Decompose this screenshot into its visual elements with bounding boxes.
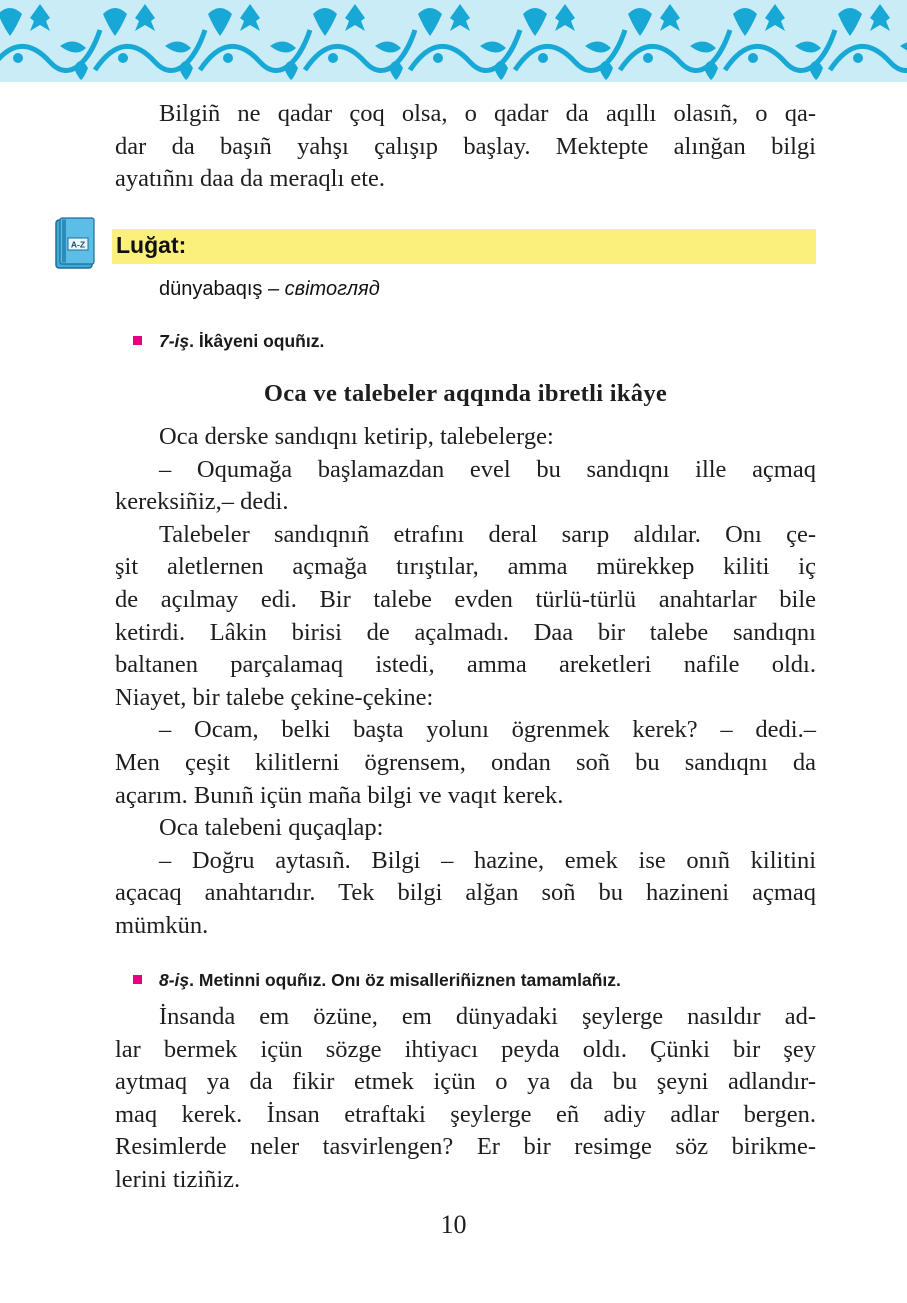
text-line: açacaq anahtarıdır. Tek bilgi alğan soñ bu hazineni açmaq xyxy=(115,879,816,907)
vocabulary-title: Luğat: xyxy=(116,232,187,258)
ornamental-border xyxy=(0,0,907,82)
text-line: ayatıñnı daa da meraqlı ete. xyxy=(115,165,386,193)
text-line: mümkün. xyxy=(115,911,209,939)
text-line: – Ocam, belki başta yolunı ögrenmek kerek? – dedi.– xyxy=(159,716,816,744)
task-7 xyxy=(133,331,324,352)
text-line: – Doğru aytasıñ. Bilgi – hazine, emek ise onıñ kilitini xyxy=(159,846,816,874)
text-line: ketirdi. Lâkin birisi de açalmadı. Daa bir talebe sandıqnı xyxy=(115,618,816,646)
text-line: şit aletlernen açmağa tırıştılar, amma mürekkep kiliti iç xyxy=(115,553,816,581)
bullet-square-icon xyxy=(133,336,142,345)
vocabulary-entry xyxy=(159,278,380,301)
text-line: Men çeşit kilitlerni ögrensem, ondan soñ bu sandıqnı da xyxy=(115,748,816,776)
task-7-text: . İkâyeni oquñız. xyxy=(189,331,325,351)
text-line: İnsanda em özüne, em dünyadaki şeylerge nasıldır ad- xyxy=(159,1003,816,1030)
intro-paragraph xyxy=(115,98,816,196)
task-8-text: . Metinni oquñız. Onı öz misalleriñiznen tamamlañız. xyxy=(189,970,621,990)
task-7-number: 7-iş xyxy=(159,331,190,351)
dictionary-book-icon xyxy=(55,216,95,270)
text-line: lar bermek içün sözge ihtiyacı peyda oldı. Çünki bir şey xyxy=(115,1035,816,1063)
vocabulary-translation: світогляд xyxy=(284,278,380,300)
vocabulary-word: dünyabaqış – xyxy=(159,278,280,300)
text-line: Oca derske sandıqnı ketirip, talebelerge: xyxy=(159,423,554,450)
task-8-paragraph xyxy=(115,1001,816,1197)
text-line: Resimlerde neler tasvirlengen? Er bir resimge söz birikme- xyxy=(115,1133,816,1161)
text-line: açarım. Bunıñ içün maña bilgi ve vaqıt kerek. xyxy=(115,781,564,809)
text-line: aytmaq ya da fikir etmek içün o ya da bu şeyni adlandır- xyxy=(115,1068,816,1096)
text-line: dar da başıñ yahşı çalışıp başlay. Mektepte alınğan bilgi xyxy=(115,132,816,160)
text-line: lerini tiziñiz. xyxy=(115,1165,241,1193)
story-title: Oca ve talebeler aqqında ibretli ikâye xyxy=(263,380,668,407)
task-8 xyxy=(133,970,621,991)
text-line: Niayet, bir talebe çekine-çekine: xyxy=(115,683,434,711)
text-line: – Oqumağa başlamazdan evel bu sandıqnı ille açmaq xyxy=(159,455,816,483)
text-line: maq kerek. İnsan etraftaki şeylerge eñ adiy adlar bergen. xyxy=(115,1100,816,1128)
text-line: de açılmay edi. Bir talebe evden türlü-türlü anahtarlar bile xyxy=(115,585,816,613)
task-8-number: 8-iş xyxy=(159,970,190,990)
page-number: 10 xyxy=(440,1210,467,1239)
text-line: kereksiñiz,– dedi. xyxy=(115,488,289,516)
vocabulary-header-bar xyxy=(112,229,816,264)
text-line: Talebeler sandıqnıñ etrafını deral sarıp aldılar. Onı çe- xyxy=(159,520,816,548)
text-line: Oca talebeni quçaqlap: xyxy=(159,814,384,842)
text-line: baltanen parçalamaq istedi, amma areketleri nafile oldı. xyxy=(115,651,816,679)
book-icon-label: A-Z xyxy=(70,239,86,250)
story-text xyxy=(115,421,816,943)
bullet-square-icon xyxy=(133,975,142,984)
floral-ornament xyxy=(0,0,907,82)
text-line: Bilgiñ ne qadar çoq olsa, o qadar da aqıllı olasıñ, o qa- xyxy=(159,100,816,127)
